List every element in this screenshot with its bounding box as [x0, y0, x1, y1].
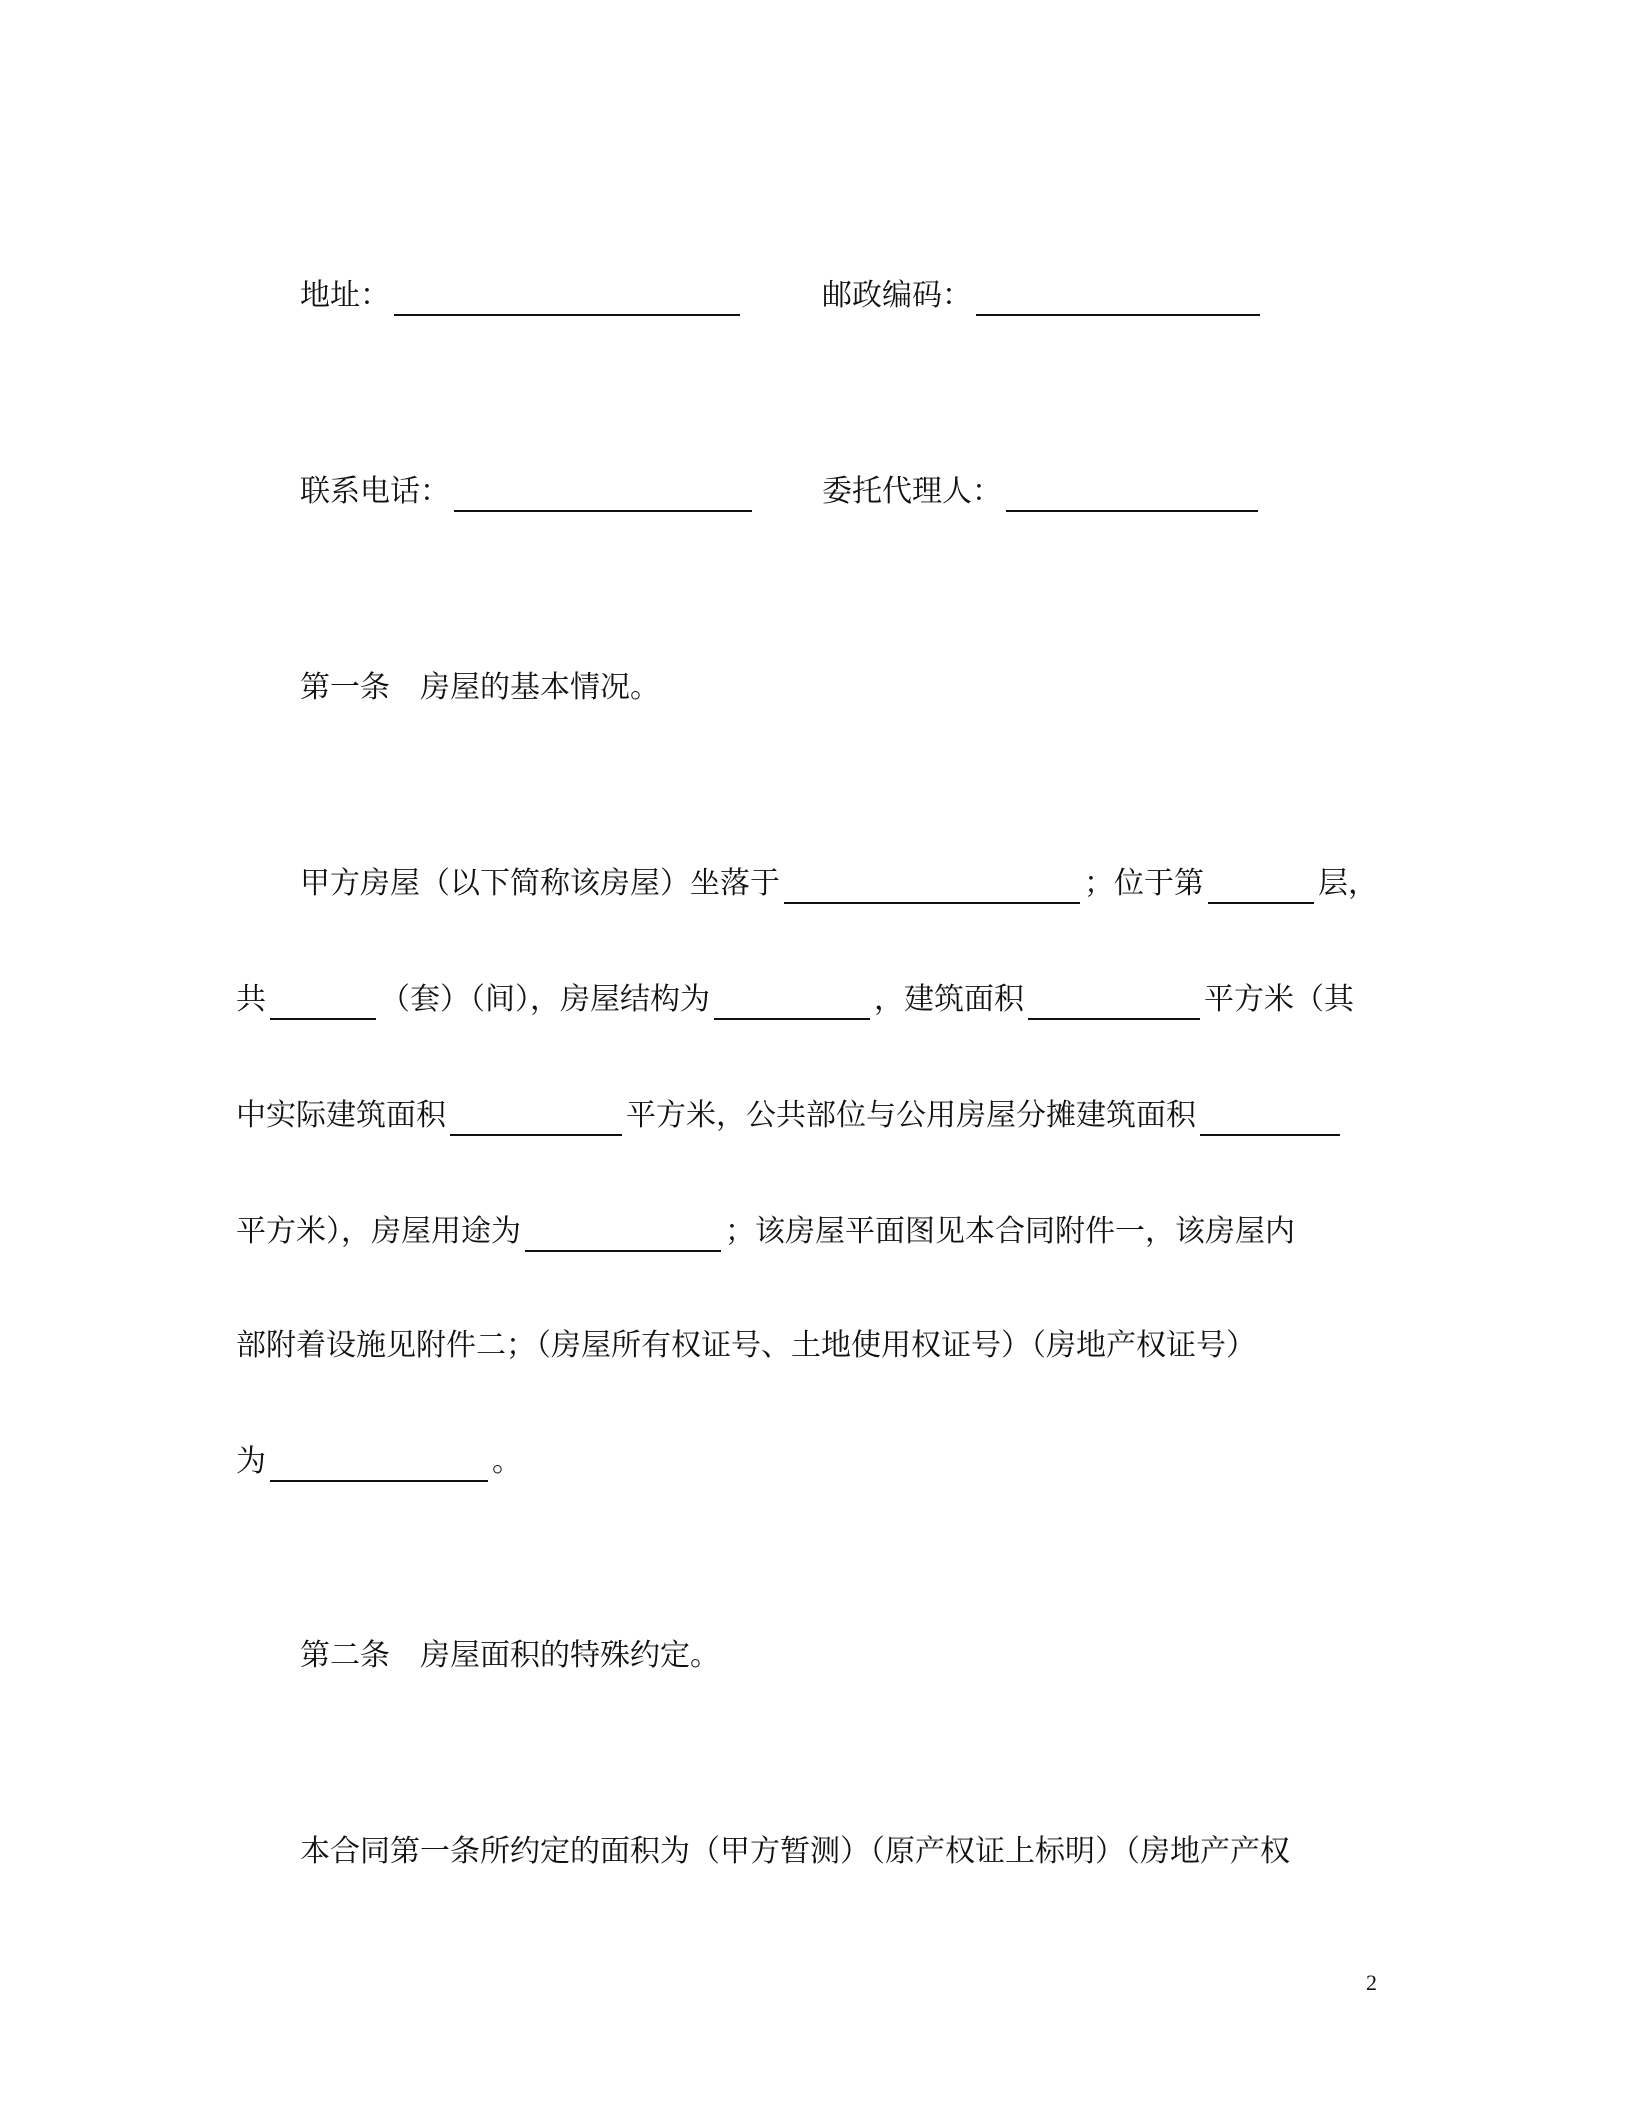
shared-area-blank[interactable] — [1200, 1100, 1340, 1136]
article1-title: 第一条 房屋的基本情况。 — [300, 670, 660, 705]
certificate-number-blank[interactable] — [270, 1446, 488, 1482]
postcode-field-row — [822, 276, 1264, 316]
units-blank[interactable] — [270, 984, 376, 1020]
page-number: 2 — [1366, 1970, 1377, 1995]
postcode-label: 邮政编码： — [822, 278, 972, 313]
article1-line3 — [236, 1096, 1344, 1136]
text: 共 — [236, 982, 266, 1017]
phone-label: 联系电话： — [300, 474, 450, 509]
article1-line6 — [236, 1442, 522, 1482]
address-field-row — [300, 276, 744, 316]
agent-field-row — [822, 472, 1262, 512]
structure-blank[interactable] — [714, 984, 870, 1020]
text: （套）（间），房屋结构为 — [380, 982, 710, 1017]
postcode-blank[interactable] — [976, 280, 1260, 316]
text: 层， — [1318, 866, 1378, 901]
text: 甲方房屋（以下简称该房屋）坐落于 — [300, 866, 780, 901]
article1-line5: 部附着设施见附件二；（房屋所有权证号、土地使用权证号）（房地产权证号） — [236, 1328, 1256, 1363]
article1-line1 — [300, 864, 1378, 904]
article2-line1: 本合同第一条所约定的面积为（甲方暂测）（原产权证上标明）（房地产产权 — [300, 1834, 1290, 1869]
text: 平方米），房屋用途为 — [236, 1214, 521, 1249]
article1-line4 — [236, 1212, 1295, 1252]
text: 为 — [236, 1444, 266, 1479]
text: 中实际建筑面积 — [236, 1098, 446, 1133]
address-label: 地址： — [300, 278, 390, 313]
floor-blank[interactable] — [1208, 868, 1314, 904]
address-blank[interactable] — [394, 280, 740, 316]
text: ；该房屋平面图见本合同附件一，该房屋内 — [725, 1214, 1295, 1249]
text: ，建筑面积 — [874, 982, 1024, 1017]
text: ；位于第 — [1084, 866, 1204, 901]
agent-label: 委托代理人： — [822, 474, 1002, 509]
agent-blank[interactable] — [1006, 476, 1258, 512]
text: 平方米，公共部位与公用房屋分摊建筑面积 — [626, 1098, 1196, 1133]
building-area-blank[interactable] — [1028, 984, 1200, 1020]
article1-line2 — [236, 980, 1354, 1020]
phone-field-row — [300, 472, 756, 512]
usage-blank[interactable] — [525, 1216, 721, 1252]
location-blank[interactable] — [784, 868, 1080, 904]
text: 平方米（其 — [1204, 982, 1354, 1017]
text: 。 — [492, 1444, 522, 1479]
phone-blank[interactable] — [454, 476, 752, 512]
actual-area-blank[interactable] — [450, 1100, 622, 1136]
article2-title: 第二条 房屋面积的特殊约定。 — [300, 1638, 720, 1673]
